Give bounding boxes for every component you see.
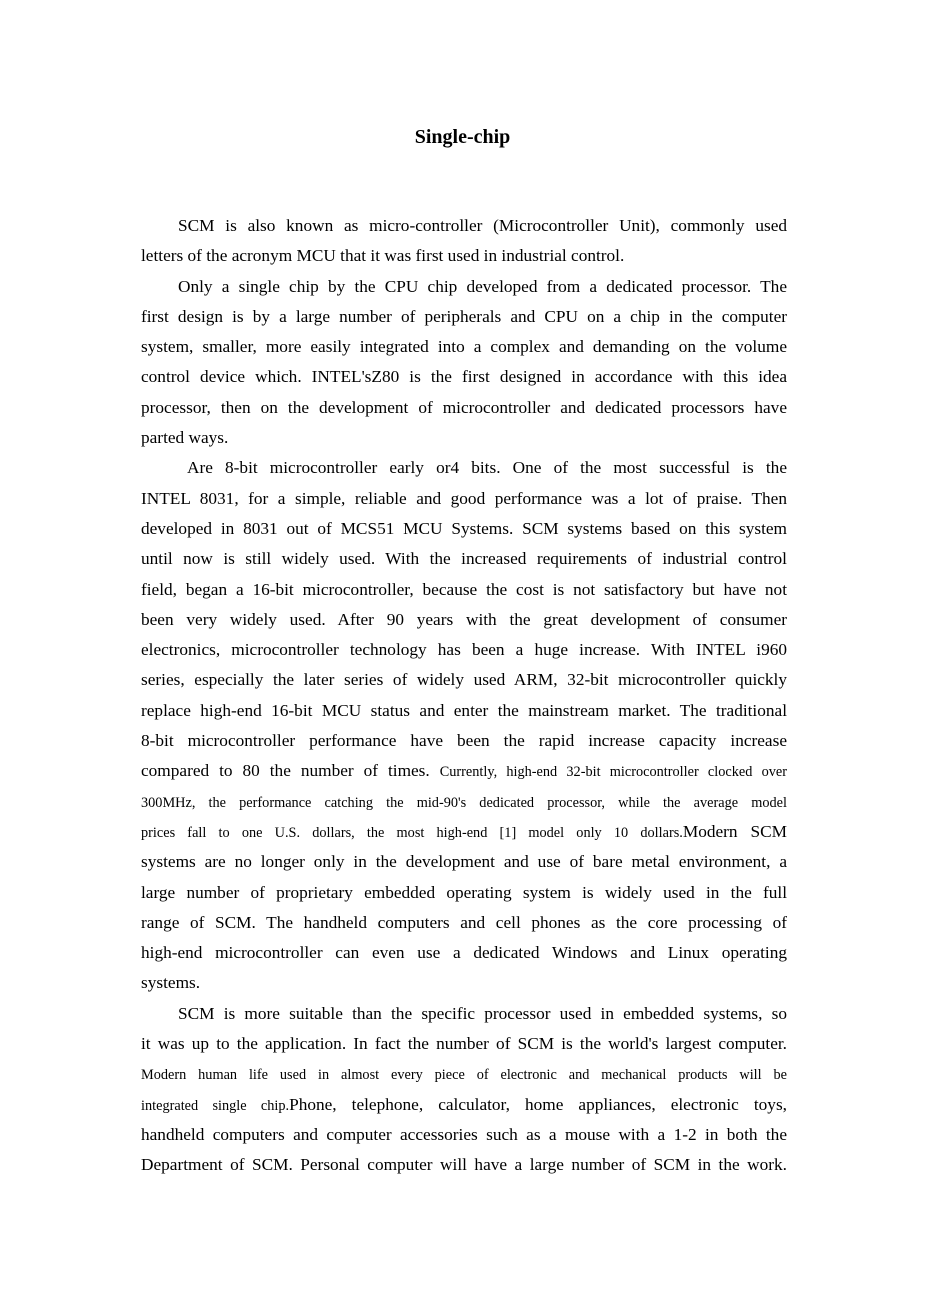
text-line (141, 575, 787, 605)
text-segment: been very widely used. After 90 years with the great development of consumer (141, 609, 787, 629)
text-segment: integrated single chip. (141, 1097, 290, 1114)
text-segment: prices fall to one U.S. dollars, the most high-end [1] model only 10 dollars. (141, 824, 683, 841)
text-segment: 300MHz, the performance catching the mid-90's dedicated processor, while the average model (141, 794, 787, 811)
text-segment: system, smaller, more easily integrated into a complex and demanding on the volume (141, 337, 787, 357)
text-segment: systems. (141, 973, 201, 993)
text-line (141, 968, 787, 998)
text-line (141, 665, 787, 695)
text-line (141, 605, 787, 635)
text-segment: INTEL 8031, for a simple, reliable and good performance was a lot of praise. Then (141, 488, 787, 508)
text-line (141, 756, 787, 786)
text-line (141, 544, 787, 574)
text-segment: processor, then on the development of microcontroller and dedicated processors have (141, 397, 787, 417)
text-line (141, 847, 787, 877)
text-line (141, 1120, 787, 1150)
paragraph (141, 272, 787, 454)
text-line (141, 423, 787, 453)
text-segment: large number of proprietary embedded operating system is widely used in the full (141, 882, 787, 902)
text-line (141, 817, 787, 847)
text-segment: it was up to the application. In fact the number of SCM is the world's largest computer. (141, 1034, 787, 1054)
text-segment: series, especially the later series of widely used ARM, 32-bit microcontroller quickly (141, 670, 787, 690)
paragraph (141, 211, 787, 272)
text-segment: Department of SCM. Personal computer will have a large number of SCM in the work. (141, 1155, 787, 1175)
text-line (141, 302, 787, 332)
text-segment: Are 8-bit microcontroller early or4 bits. One of the most successful is the (187, 458, 787, 478)
text-line (141, 453, 787, 483)
text-segment: 8-bit microcontroller performance have been the rapid increase capacity increase (141, 731, 787, 751)
text-segment: Modern human life used in almost every piece of electronic and mechanical products will be (141, 1067, 787, 1084)
text-segment: Modern SCM (682, 821, 787, 841)
text-line (141, 1059, 787, 1089)
text-line (141, 1090, 787, 1120)
paragraph (141, 999, 787, 1181)
text-segment: until now is still widely used. With the increased requirements of industrial control (141, 549, 787, 569)
text-line (141, 938, 787, 968)
text-segment: developed in 8031 out of MCS51 MCU Systems. SCM systems based on this system (141, 518, 787, 538)
text-line (141, 635, 787, 665)
text-line (141, 362, 787, 392)
text-line (141, 514, 787, 544)
text-segment: control device which. INTEL'sZ80 is the first designed in accordance with this idea (141, 367, 787, 387)
text-segment: parted ways. (141, 428, 229, 448)
text-line (141, 241, 787, 271)
text-line (141, 211, 787, 241)
text-line (141, 787, 787, 817)
text-segment: letters of the acronym MCU that it was first used in industrial control. (141, 246, 625, 266)
text-line (141, 878, 787, 908)
text-segment: systems are no longer only in the development and use of bare metal environment, a (141, 852, 787, 872)
document-body (141, 211, 787, 1181)
text-line (141, 1029, 787, 1059)
text-line (141, 696, 787, 726)
text-line (141, 484, 787, 514)
text-segment: replace high-end 16-bit MCU status and enter the mainstream market. The traditional (141, 700, 787, 720)
text-segment: electronics, microcontroller technology has been a huge increase. With INTEL i960 (141, 640, 787, 660)
text-segment: SCM is also known as micro-controller (Microcontroller Unit), commonly used (178, 216, 787, 235)
text-segment: compared to 80 the number of times. (141, 761, 440, 781)
text-segment: Only a single chip by the CPU chip developed from a dedicated processor. The (178, 276, 787, 296)
text-line (141, 393, 787, 423)
text-segment: Phone, telephone, calculator, home appliances, electronic toys, (289, 1094, 787, 1114)
text-segment: field, began a 16-bit microcontroller, because the cost is not satisfactory but have not (141, 579, 787, 599)
text-segment: first design is by a large number of peripherals and CPU on a chip in the computer (141, 306, 787, 326)
text-segment: SCM is more suitable than the specific processor used in embedded systems, so (178, 1003, 787, 1023)
text-line (141, 908, 787, 938)
text-segment: range of SCM. The handheld computers and cell phones as the core processing of (141, 912, 787, 932)
document-title: Single-chip (414, 126, 511, 148)
text-line (141, 1150, 787, 1180)
text-segment: handheld computers and computer accessories such as a mouse with a 1-2 in both the (141, 1124, 787, 1144)
paragraph (141, 453, 787, 998)
text-line (141, 272, 787, 302)
text-line (141, 999, 787, 1029)
text-segment: high-end microcontroller can even use a dedicated Windows and Linux operating (141, 943, 787, 963)
text-line (141, 726, 787, 756)
text-line (141, 332, 787, 362)
text-segment: Currently, high-end 32-bit microcontroller clocked over (439, 764, 788, 781)
